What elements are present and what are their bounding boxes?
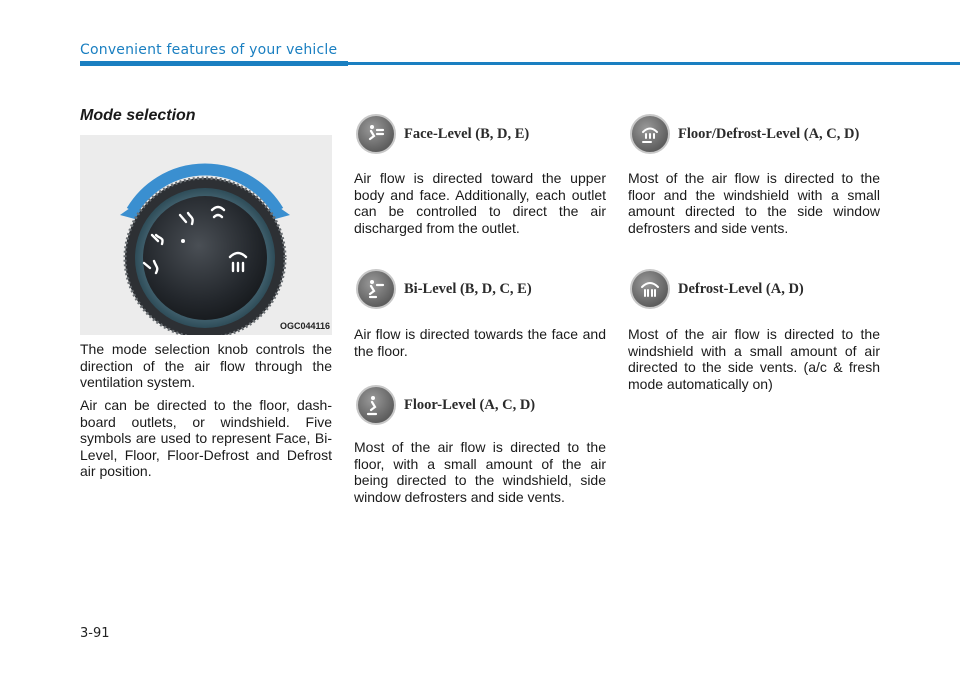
mode-knob-figure (80, 135, 332, 335)
mode-knob-illustration (80, 135, 332, 335)
mode-label: Face-Level (B, D, E) (404, 125, 530, 142)
header-title: Convenient features of your vehicle (80, 42, 338, 58)
mode-label: Floor-Level (A, C, D) (404, 396, 536, 413)
mode-description: Air flow is directed toward the upper body and face. Additionally, each outlet can be controlled to direct the air discharged from the outlet. (354, 170, 606, 236)
mode-label: Bi-Level (B, D, C, E) (404, 280, 532, 297)
mode-description: Most of the air flow is directed to the floor and the windshield with a small amount directed to the side window defrosters and side vents. (628, 170, 880, 236)
floor-level-icon (356, 385, 396, 425)
intro-paragraph: The mode selection knob controls the direction of the air flow through the ventilation system. (80, 341, 332, 390)
mode-description: Air flow is directed towards the face and the floor. (354, 326, 606, 359)
mode-description: Most of the air flow is directed to the windshield with a small amount of air directed to the side vents. (a/c & fresh mode automatically on) (628, 326, 880, 392)
mode-description: Most of the air flow is directed to the floor, with a small amount of the air being directed to the windshield, side window defrosters and side vents. (354, 439, 606, 505)
floor-defrost-icon (630, 114, 670, 154)
bi-level-icon (356, 269, 396, 309)
header-rule-thin (348, 62, 960, 65)
mode-label: Floor/Defrost-Level (A, C, D) (678, 125, 860, 142)
figure-code: OGC044116 (279, 321, 330, 331)
section-title: Mode selection (80, 107, 196, 124)
defrost-icon (630, 269, 670, 309)
header-rule-thick (80, 61, 348, 66)
page-number: 3-91 (80, 626, 110, 641)
detail-paragraph: Air can be directed to the floor, dash-board outlets, or windshield. Five symbols are used to represent Face, Bi-Level, Floor, Floor-Defrost and Defrost air position. (80, 397, 332, 479)
face-level-icon (356, 114, 396, 154)
mode-label: Defrost-Level (A, D) (678, 280, 804, 297)
